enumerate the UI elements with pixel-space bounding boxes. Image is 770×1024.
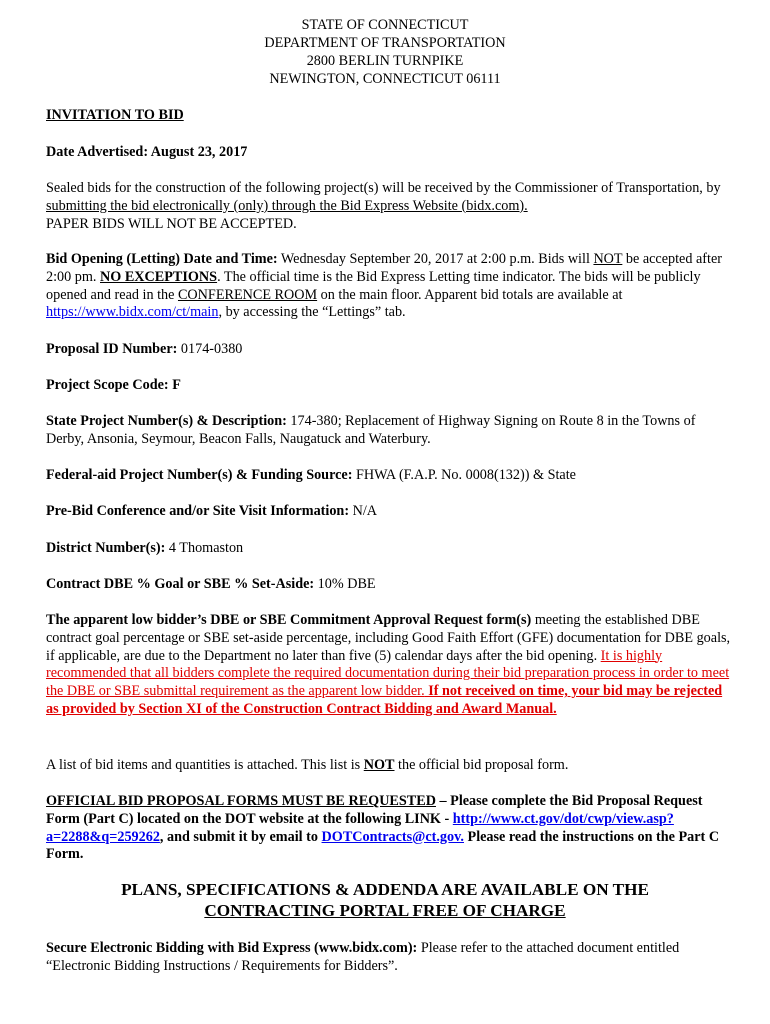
state-project-label: State Project Number(s) & Description:	[46, 413, 287, 429]
dbe-recommendation-warning: It is highly recommended that all bidders complete the required documentation during their bid preparation process in order to meet the DBE or SBE submittal requirement as the apparent low bidder.	[46, 647, 730, 700]
secure-bidding-text: Please refer to the attached document entitled “Electronic Bidding Instructions / Requirements for Bidders”.	[46, 940, 680, 974]
sealed-bids-paragraph	[46, 180, 736, 233]
proposal-id	[46, 341, 736, 359]
official-forms-heading: OFFICIAL BID PROPOSAL FORMS MUST BE REQUESTED	[46, 793, 436, 809]
dbe-goal-label: Contract DBE % Goal or SBE % Set-Aside:	[46, 576, 315, 592]
project-scope-code	[46, 377, 736, 395]
date-advertised	[46, 144, 736, 162]
letterhead-line-city: NEWINGTON, CONNECTICUT 06111	[269, 71, 501, 87]
official-forms-text-3: Please read the instructions on the Part C Form.	[46, 828, 720, 863]
bid-items-not-emphasis: NOT	[363, 757, 395, 773]
bid-items-paragraph	[46, 757, 736, 775]
not-emphasis: NOT	[593, 251, 623, 267]
prebid-conference	[46, 503, 736, 521]
secure-bidding-label: Secure Electronic Bidding with Bid Express (www.bidx.com):	[46, 940, 418, 956]
invitation-title-text: INVITATION TO BID	[46, 107, 184, 123]
letterhead	[0, 16, 770, 88]
federal-aid-value: FHWA (F.A.P. No. 0008(132)) & State	[352, 467, 576, 483]
plans-heading-line-1: PLANS, SPECIFICATIONS & ADDENDA ARE AVAILABLE ON THE	[121, 880, 649, 899]
bid-opening-text-3: . The official time is the Bid Express Letting time indicator. The bids will be publicly opened and read in the	[46, 268, 701, 303]
bid-items-text-2: the official bid proposal form.	[394, 757, 569, 773]
proposal-id-value: 0174-0380	[177, 341, 243, 357]
official-forms-text-1: – Please complete the Bid Proposal Request Form (Part C) located on the DOT website at the following LINK -	[46, 793, 703, 827]
plans-heading-line-2: CONTRACTING PORTAL FREE OF CHARGE	[204, 901, 566, 920]
invitation-title	[46, 107, 736, 125]
bid-opening-text-4: on the main floor. Apparent bid totals are available at	[317, 286, 623, 303]
letterhead-line-state: STATE OF CONNECTICUT	[301, 17, 469, 33]
district-number	[46, 540, 736, 558]
part-c-form-link[interactable]: http://www.ct.gov/dot/cwp/view.asp?a=2288&q=259262	[46, 810, 674, 845]
federal-aid-project	[46, 467, 736, 485]
state-project-value: 174-380; Replacement of Highway Signing on Route 8 in the Towns of Derby, Ansonia, Seymour, Beacon Falls, Naugatuck and Waterbury.	[46, 413, 696, 447]
conference-room-emphasis: CONFERENCE ROOM	[177, 286, 318, 303]
prebid-label: Pre-Bid Conference and/or Site Visit Information:	[46, 503, 350, 519]
plans-availability-heading	[0, 879, 770, 921]
bid-opening-label: Bid Opening (Letting) Date and Time:	[46, 251, 278, 267]
bid-opening-text-2: be accepted after 2:00 pm.	[46, 251, 722, 285]
district-value: 4 Thomaston	[165, 540, 244, 556]
proposal-id-label: Proposal ID Number:	[46, 341, 178, 357]
no-exceptions-emphasis: NO EXCEPTIONS	[100, 268, 218, 285]
dbe-commitment-text: meeting the established DBE contract goal percentage or SBE set-aside percentage, including Good Faith Effort (GFE) documentation for DBE goals, if applicable, are due to the Department no later than five (5) calendar days after the bid opening.	[46, 612, 731, 664]
dbe-rejection-warning: If not received on time, your bid may be rejected as provided by Section XI of the Construction Contract Bidding and Award Manual.	[46, 683, 723, 717]
paper-bids-notice: PAPER BIDS WILL NOT BE ACCEPTED.	[46, 215, 297, 232]
letterhead-line-department: DEPARTMENT OF TRANSPORTATION	[264, 35, 506, 51]
district-label: District Number(s):	[46, 540, 166, 556]
state-project-paragraph	[46, 413, 736, 449]
electronic-bid-requirement: submitting the bid electronically (only) through the Bid Express Website (bidx.com).	[46, 197, 528, 214]
official-forms-paragraph	[46, 793, 736, 864]
dbe-goal	[46, 576, 736, 594]
dbe-goal-value: 10% DBE	[314, 576, 376, 592]
sealed-bids-text: Sealed bids for the construction of the following project(s) will be received by the Commissioner of Transportation, by	[46, 180, 721, 196]
prebid-value: N/A	[349, 503, 378, 519]
federal-aid-label: Federal-aid Project Number(s) & Funding Source:	[46, 467, 353, 483]
official-forms-text-2: , and submit it by email to	[159, 828, 322, 845]
bidx-lettings-link[interactable]: https://www.bidx.com/ct/main	[46, 304, 219, 321]
bid-items-text-1: A list of bid items and quantities is attached. This list is	[46, 757, 364, 773]
bid-opening-text-1: Wednesday September 20, 2017 at 2:00 p.m. Bids will	[277, 251, 594, 267]
letterhead-line-street: 2800 BERLIN TURNPIKE	[306, 53, 464, 69]
dbe-commitment-paragraph	[46, 612, 736, 719]
bid-opening-text-5: , by accessing the “Lettings” tab.	[218, 304, 406, 321]
bid-opening-paragraph	[46, 251, 736, 322]
dot-contracts-email-link[interactable]: DOTContracts@ct.gov.	[321, 828, 464, 845]
dbe-commitment-label: The apparent low bidder’s DBE or SBE Commitment Approval Request form(s)	[46, 612, 532, 628]
date-advertised-text: Date Advertised: August 23, 2017	[46, 144, 248, 160]
project-scope-code-text: Project Scope Code: F	[46, 377, 181, 393]
secure-bidding-paragraph	[46, 940, 736, 976]
